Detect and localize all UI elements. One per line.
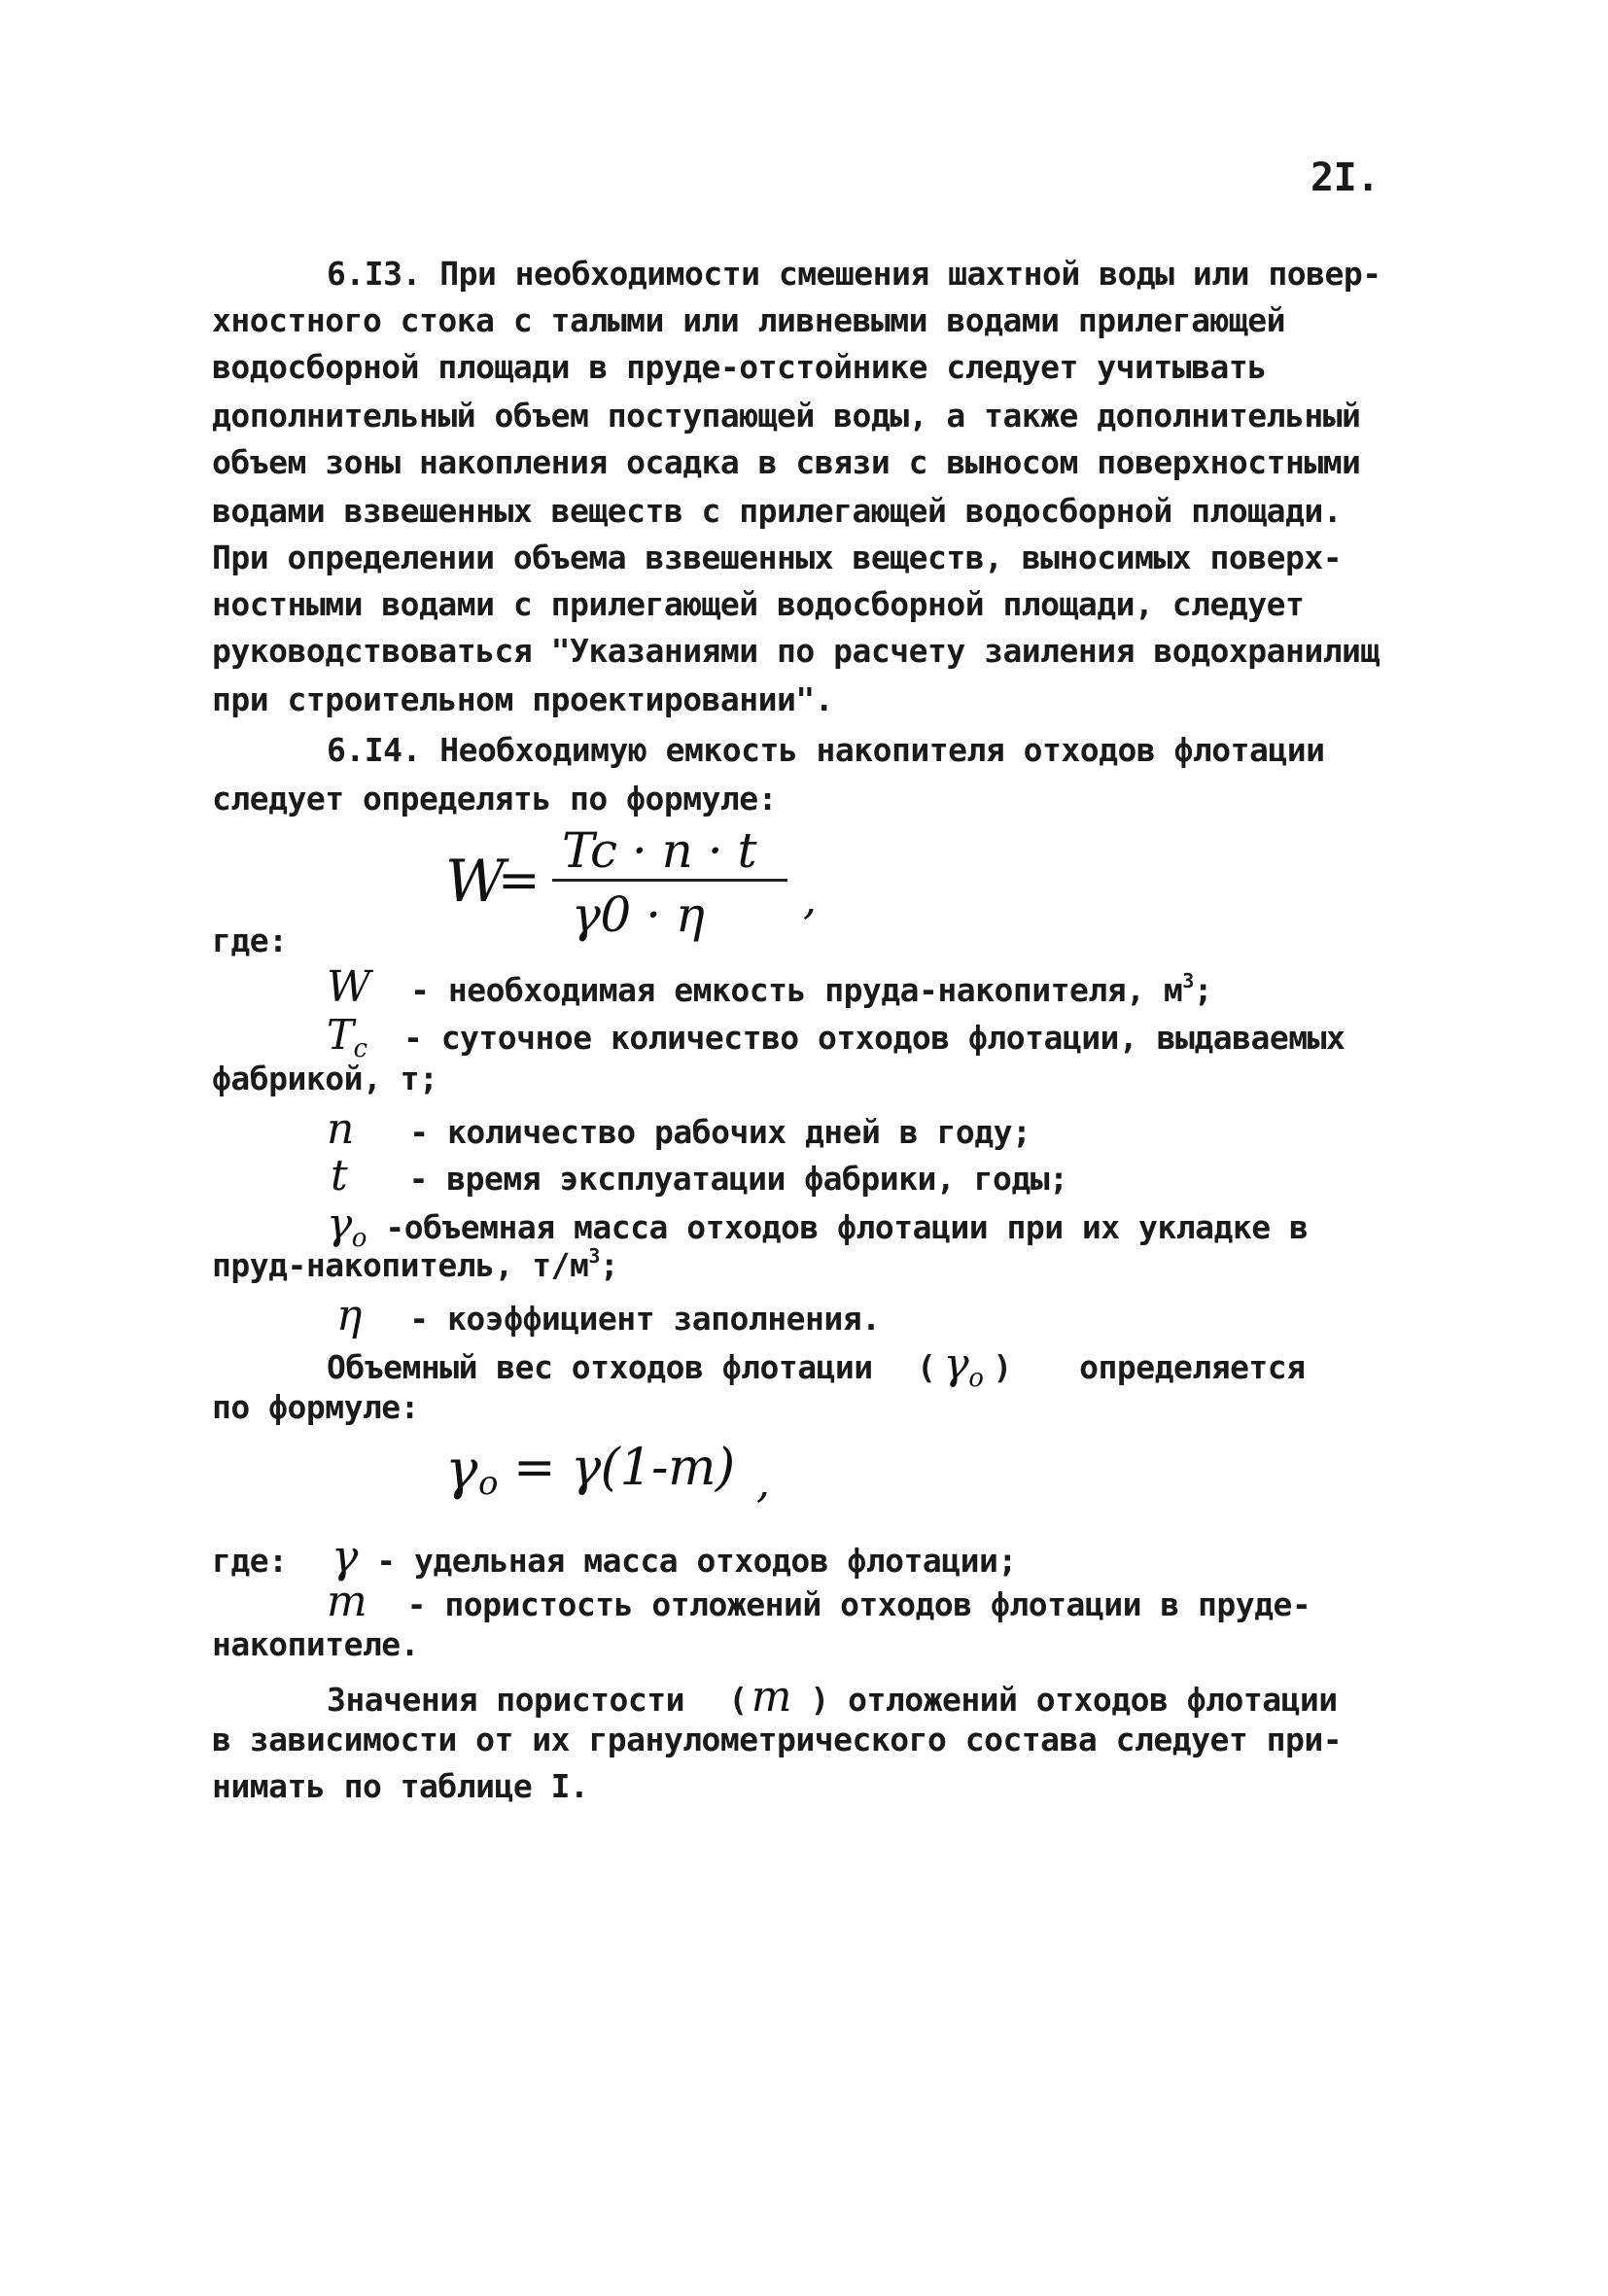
porosity-line-3: нимать по таблице I. <box>212 1767 589 1805</box>
def-gamma0-cont-text: пруд-накопитель, т/м <box>212 1246 589 1284</box>
symbol-t: T <box>327 1011 354 1059</box>
formula2-lhs-sub: o <box>478 1464 498 1503</box>
symbol-n: n <box>327 1104 354 1154</box>
para-6-14-line-1: 6.I4. Необходимую емкость накопителя отходов флотации <box>327 731 1325 769</box>
symbol-t-sub: c <box>353 1034 367 1063</box>
volweight-pre: Объемный вес отходов флотации <box>327 1348 873 1386</box>
formula2-lhs: γ <box>445 1439 477 1502</box>
formula1-comma: , <box>803 875 817 924</box>
para-6-13-line-1: 6.I3. При необходимости смешения шахтной воды или повер- <box>327 255 1381 293</box>
formula1-fraction-bar <box>552 879 787 882</box>
volweight-line-1 <box>327 1339 1306 1393</box>
formula2-comma: , <box>756 1458 770 1508</box>
def-n <box>327 1104 1031 1154</box>
volweight-symbol: γ <box>943 1339 969 1389</box>
porosity-pre: Значения пористости <box>327 1681 684 1719</box>
porosity-close: ) <box>810 1681 829 1719</box>
symbol-m: m <box>327 1577 367 1626</box>
para-6-13-line-10: при строительном проектировании". <box>212 680 834 718</box>
def-gamma0-cont <box>212 1246 618 1284</box>
def-t <box>331 1151 1067 1200</box>
formula1-denominator: γ0 · η <box>572 887 705 943</box>
def-gamma <box>212 1530 1017 1583</box>
porosity-line-1 <box>327 1672 1338 1722</box>
def-w <box>327 962 1212 1012</box>
para-6-13-line-8: ностными водами с прилегающей водосборной площади, следует <box>212 585 1305 623</box>
para-6-13-line-2: хностного стока с талыми или ливневыми водами прилегающей <box>212 301 1285 339</box>
def-gamma0-cont-tail: ; <box>599 1246 619 1284</box>
porosity-symbol: m <box>751 1672 791 1722</box>
para-6-14-line-2: следует определять по формуле: <box>212 780 778 818</box>
def-gamma0-text: -объемная масса отходов флотации при их укладке в <box>385 1208 1309 1246</box>
volweight-open: ( <box>917 1348 936 1386</box>
volweight-symbol-sub: o <box>968 1364 984 1393</box>
formula1-lhs: W <box>445 848 506 916</box>
def-gamma-label: где: <box>212 1542 288 1580</box>
def-m-text: - пористость отложений отходов флотации в пруде- <box>406 1585 1311 1623</box>
def-m-cont: накопителе. <box>212 1625 420 1663</box>
porosity-post: отложений отходов флотации <box>848 1681 1338 1719</box>
def-gamma0 <box>327 1200 1309 1253</box>
formula2-rhs: = γ(1-m) <box>513 1439 735 1497</box>
symbol-gamma-big: γ <box>331 1530 358 1583</box>
para-6-13-line-6: водами взвешенных веществ с прилегающей водосборной площади. <box>212 492 1343 530</box>
formula1-equals: = <box>498 852 541 910</box>
def-tc <box>327 1011 1346 1063</box>
def-m <box>327 1577 1311 1626</box>
where-label: где: <box>212 922 288 959</box>
para-6-13-line-3: водосборной площади в пруде-отстойнике следует учитывать <box>212 348 1267 386</box>
def-w-sup: 3 <box>1182 969 1194 992</box>
def-tc-cont: фабрикой, т; <box>212 1060 438 1097</box>
para-6-13-line-9: руководствоваться "Указаниями по расчету заиления водохранилищ <box>212 632 1380 670</box>
symbol-t-small: t <box>331 1151 348 1200</box>
para-6-13-line-5: объем зоны накопления осадка в связи с выносом поверхностными <box>212 443 1361 481</box>
para-6-13-line-7: При определении объема взвешенных веществ, выносимых поверх- <box>212 539 1343 576</box>
def-w-text: - необходимая емкость пруда-накопителя, м <box>410 971 1183 1009</box>
symbol-gamma-sub: o <box>351 1224 367 1253</box>
def-w-tail: ; <box>1193 971 1213 1009</box>
symbol-gamma: γ <box>327 1200 352 1249</box>
def-eta <box>336 1291 880 1340</box>
formula1-numerator: Tc · n · t <box>562 822 757 879</box>
def-gamma0-cont-sup: 3 <box>588 1244 600 1268</box>
para-6-13-line-4: дополнительный объем поступающей воды, а также дополнительный <box>212 397 1361 435</box>
volweight-close: ) <box>993 1348 1012 1386</box>
def-tc-text: - суточное количество отходов флотации, выдаваемых <box>402 1019 1346 1057</box>
def-t-text: - время эксплуатации фабрики, годы; <box>408 1160 1068 1198</box>
volweight-post: определяется <box>1079 1348 1306 1386</box>
porosity-line-2: в зависимости от их гранулометрического состава следует при- <box>212 1721 1343 1758</box>
porosity-open: ( <box>728 1681 748 1719</box>
page-number: 2I. <box>1311 156 1380 200</box>
symbol-w: W <box>327 962 370 1012</box>
def-n-text: - количество рабочих дней в году; <box>409 1113 1031 1151</box>
def-gamma-text: - удельная масса отходов флотации; <box>376 1542 1017 1580</box>
def-eta-text: - коэффициент заполнения. <box>409 1300 881 1338</box>
symbol-eta: η <box>336 1291 362 1340</box>
volweight-line-2: по формуле: <box>212 1388 420 1426</box>
